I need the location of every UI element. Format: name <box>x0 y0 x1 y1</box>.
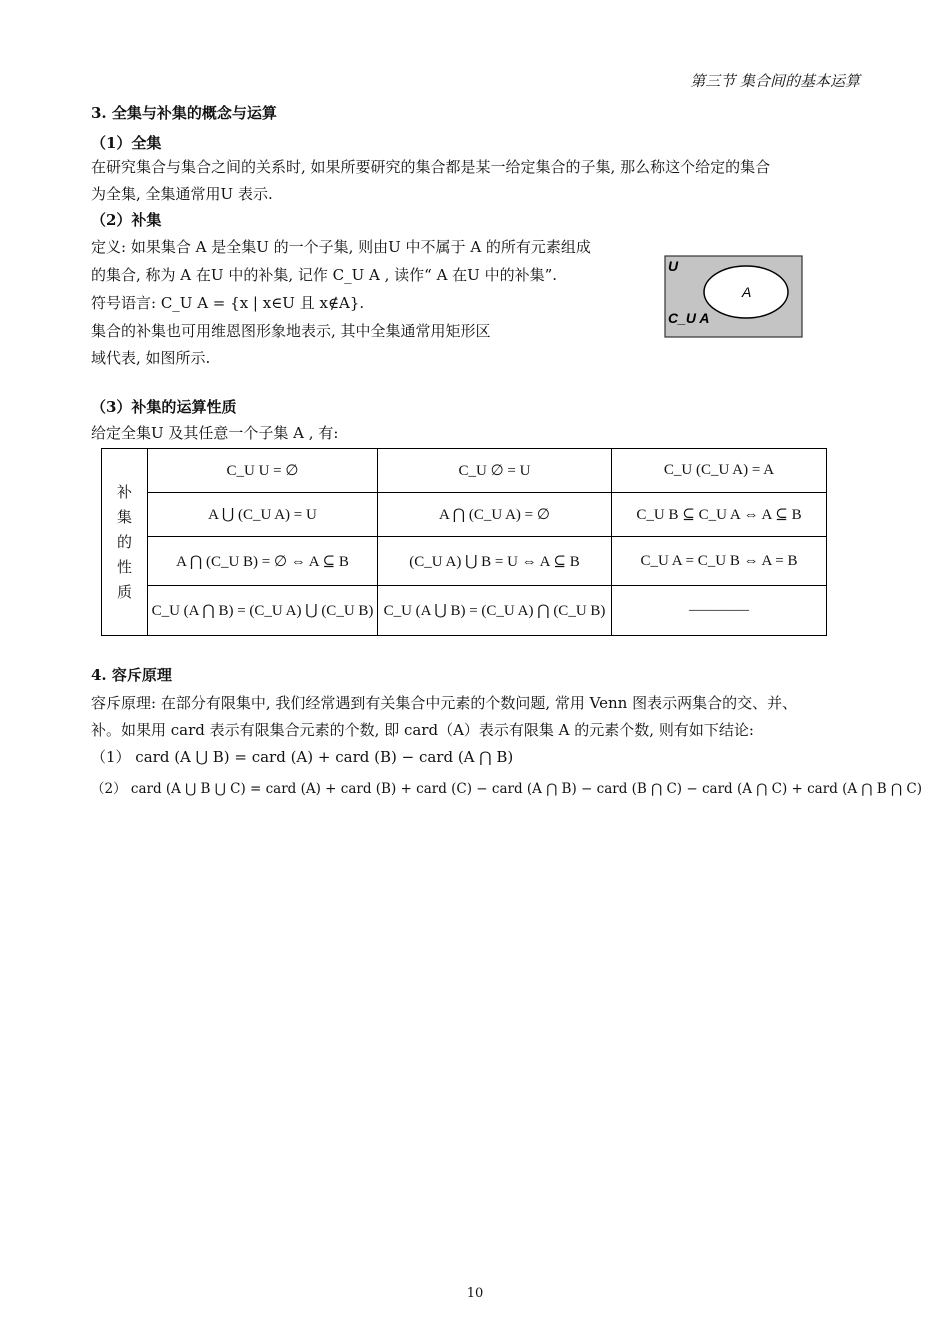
table-cell: C_U B ⊆ C_U A ⇔ A ⊆ B <box>612 493 827 537</box>
table-side-label <box>102 449 148 636</box>
complement-heading: （2）补集 <box>91 211 162 229</box>
inclusion-exclusion-line2: 补。如果用 card 表示有限集合元素的个数, 即 card（A）表示有限集 A 的元素个数, 则有如下结论: <box>91 721 754 739</box>
side-char: 性 <box>116 557 132 576</box>
table-cell: C_U (A ⋃ B) = (C_U A) ⋂ (C_U B) <box>378 585 612 635</box>
set-a-label: A <box>742 284 752 300</box>
table-cell: (C_U A) ⋃ B = U ⇔ A ⊆ B <box>378 537 612 585</box>
universal-set-text-line1: 在研究集合与集合之间的关系时, 如果所要研究的集合都是某一给定集合的子集, 那么称这个给定的集合 <box>91 158 771 176</box>
table-cell: ———— <box>612 585 827 635</box>
complement-label: C_U A <box>668 310 710 326</box>
venn-description-line1: 集合的补集也可用维恩图形象地表示, 其中全集通常用矩形区 <box>91 322 491 340</box>
complement-properties-intro: 给定全集U 及其任意一个子集 A , 有: <box>91 424 339 442</box>
table-cell: A ⋃ (C_U A) = U <box>148 493 378 537</box>
table-cell: C_U A = C_U B ⇔ A = B <box>612 537 827 585</box>
complement-properties-heading: （3）补集的运算性质 <box>91 398 237 416</box>
table-cell: C_U (C_U A) = A <box>612 449 827 493</box>
table-cell: C_U ∅ = U <box>378 449 612 493</box>
complement-definition-line1: 定义: 如果集合 A 是全集U 的一个子集, 则由U 中不属于 A 的所有元素组成 <box>91 238 591 256</box>
formula-three-sets: （2） card (A ⋃ B ⋃ C) = card (A) + card (B) + card (C) − card (A ⋂ B) − card (B ⋂ C) − card (A ⋂ C) + card (A ⋂ B ⋂ C) <box>91 781 922 797</box>
side-char: 的 <box>116 532 132 551</box>
table-cell: C_U (A ⋂ B) = (C_U A) ⋃ (C_U B) <box>148 585 378 635</box>
table-row <box>102 537 827 585</box>
side-char: 集 <box>116 507 132 526</box>
section-3-heading: 3. 全集与补集的概念与运算 <box>91 104 277 122</box>
complement-symbolic-definition: 符号语言: C_U A = {x | x∈U 且 x∉A}. <box>91 294 365 312</box>
page-number: 10 <box>466 1286 484 1301</box>
complement-properties-table <box>101 448 827 636</box>
table-cell: A ⋂ (C_U B) = ∅ ⇔ A ⊆ B <box>148 537 378 585</box>
chapter-title: 第三节 集合间的基本运算 <box>690 72 860 90</box>
complement-definition-line2: 的集合, 称为 A 在U 中的补集, 记作 C_U A , 读作“ A 在U 中的补集”. <box>91 266 558 284</box>
inclusion-exclusion-line1: 容斥原理: 在部分有限集中, 我们经常遇到有关集合中元素的个数问题, 常用 Venn 图表示两集合的交、并、 <box>91 694 798 712</box>
venn-diagram <box>664 255 804 339</box>
table-cell: C_U U = ∅ <box>148 449 378 493</box>
table-row <box>102 449 827 493</box>
table-row <box>102 585 827 635</box>
universe-label: U <box>668 258 679 274</box>
section-4-heading: 4. 容斥原理 <box>91 666 172 684</box>
table-row <box>102 493 827 537</box>
side-char: 质 <box>116 582 132 601</box>
side-char: 补 <box>116 482 132 501</box>
table-cell: A ⋂ (C_U A) = ∅ <box>378 493 612 537</box>
universal-set-heading: （1）全集 <box>91 134 162 152</box>
universal-set-text-line2: 为全集, 全集通常用U 表示. <box>91 185 273 203</box>
venn-description-line2: 域代表, 如图所示. <box>91 349 211 367</box>
formula-two-sets: （1） card (A ⋃ B) = card (A) + card (B) − card (A ⋂ B) <box>91 748 514 766</box>
